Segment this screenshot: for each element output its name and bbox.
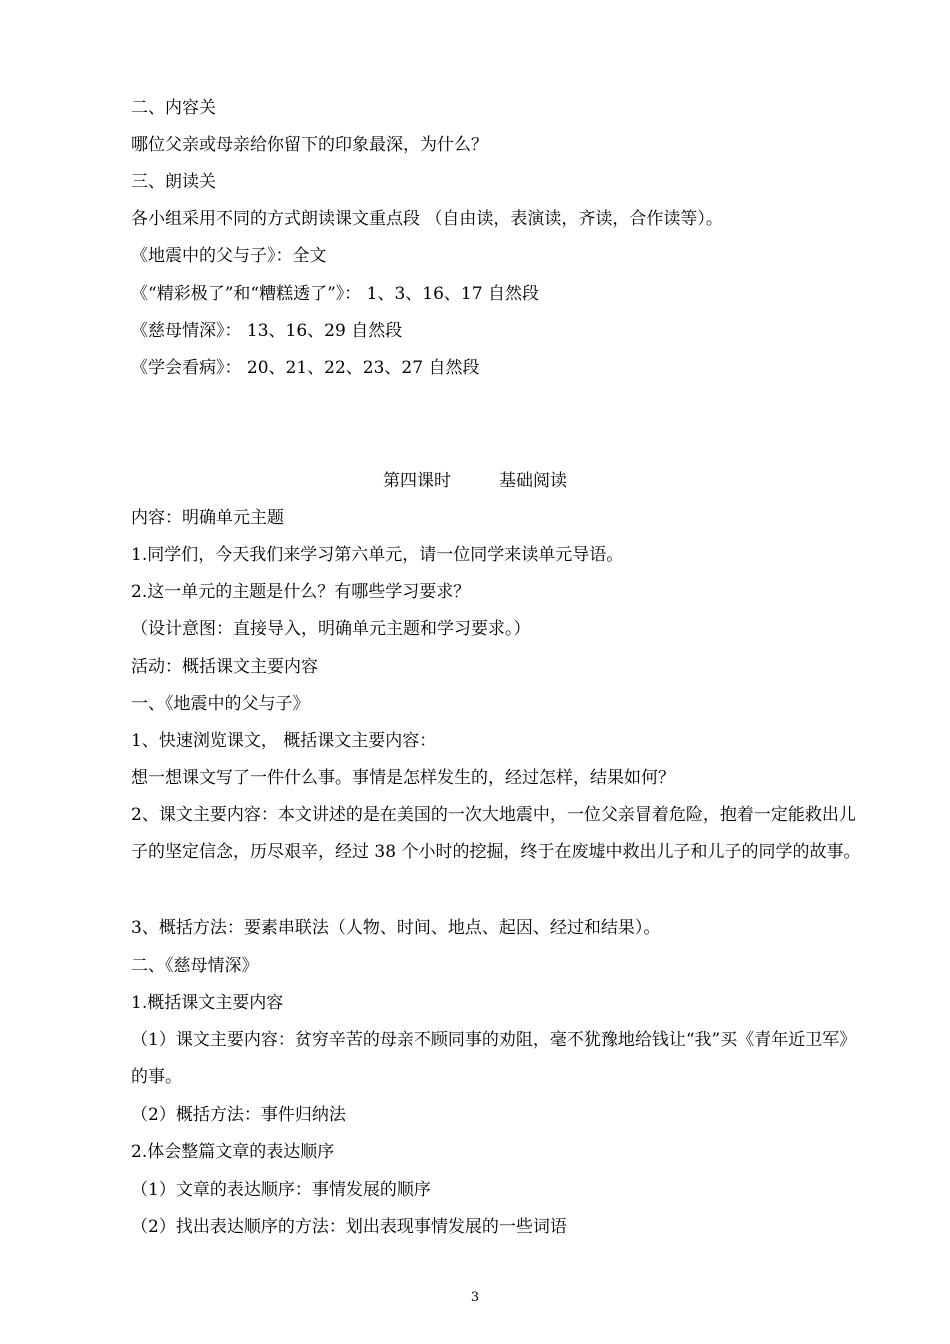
reading-item: 《地震中的父与子》：全文 (131, 246, 327, 266)
part-one-step-3: 3、概括方法：要素串联法（人物、时间、地点、起因、经过和结果）。 (131, 918, 661, 938)
page-number: 3 (470, 1290, 480, 1305)
part-one-step-1: 1、快速浏览课文， 概括课文主要内容： (131, 731, 437, 751)
part-two-step-2-a: （1）文章的表达顺序：事情发展的顺序 (131, 1180, 431, 1200)
section-heading-content-pass: 二、内容关 (131, 98, 216, 118)
reading-item: 《学会看病》： 20、21、22、23、27 自然段 (131, 358, 480, 378)
lesson-heading-period: 第四课时 (383, 471, 451, 491)
reading-instruction: 各小组采用不同的方式朗读课文重点段 （自由读，表演读，齐读，合作读等）。 (131, 209, 723, 229)
part-two-step-2: 2.体会整篇文章的表达顺序 (131, 1142, 335, 1162)
section-heading-reading-pass: 三、朗读关 (131, 172, 216, 192)
reading-item: 《“精彩极了”和“糟糕透了”》： 1、3、16、17 自然段 (131, 284, 539, 304)
part-two-step-1-a: （1）课文主要内容：贫穷辛苦的母亲不顾同事的劝阻，毫不犹豫地给钱让“我”买《青年近卫军》的事。 (131, 1030, 857, 1087)
design-intent: （设计意图：直接导入，明确单元主题和学习要求。） (131, 619, 531, 639)
lesson-heading (0, 471, 950, 491)
lesson-heading-topic: 基础阅读 (499, 471, 567, 491)
part-two-title: 二、《慈母情深》 (131, 956, 259, 976)
question-1: 1.同学们，今天我们来学习第六单元，请一位同学来读单元导语。 (131, 545, 624, 565)
reading-item: 《慈母情深》： 13、16、29 自然段 (131, 321, 403, 341)
activity-label: 活动：概括课文主要内容 (131, 657, 318, 677)
part-one-think: 想一想课文写了一件什么事。事情是怎样发生的，经过怎样，结果如何？ (131, 768, 675, 788)
part-two-step-1: 1.概括课文主要内容 (131, 993, 284, 1013)
question-2: 2.这一单元的主题是什么？有哪些学习要求？ (131, 582, 471, 602)
part-one-step-2: 2、课文主要内容：本文讲述的是在美国的一次大地震中，一位父亲冒着危险，抱着一定能救出儿子的坚定信念，历尽艰辛，经过 38 个小时的挖掘，终于在废墟中救出儿子和儿子的同学的故事。 (131, 805, 861, 862)
part-one-title: 一、《地震中的父与子》 (131, 694, 310, 714)
part-two-step-2-b: （2）找出表达顺序的方法：划出表现事情发展的一些词语 (131, 1217, 567, 1237)
content-question: 哪位父亲或母亲给你留下的印象最深，为什么？ (131, 135, 488, 155)
part-two-step-1-b: （2）概括方法：事件归纳法 (131, 1105, 346, 1125)
content-label: 内容：明确单元主题 (131, 508, 284, 528)
